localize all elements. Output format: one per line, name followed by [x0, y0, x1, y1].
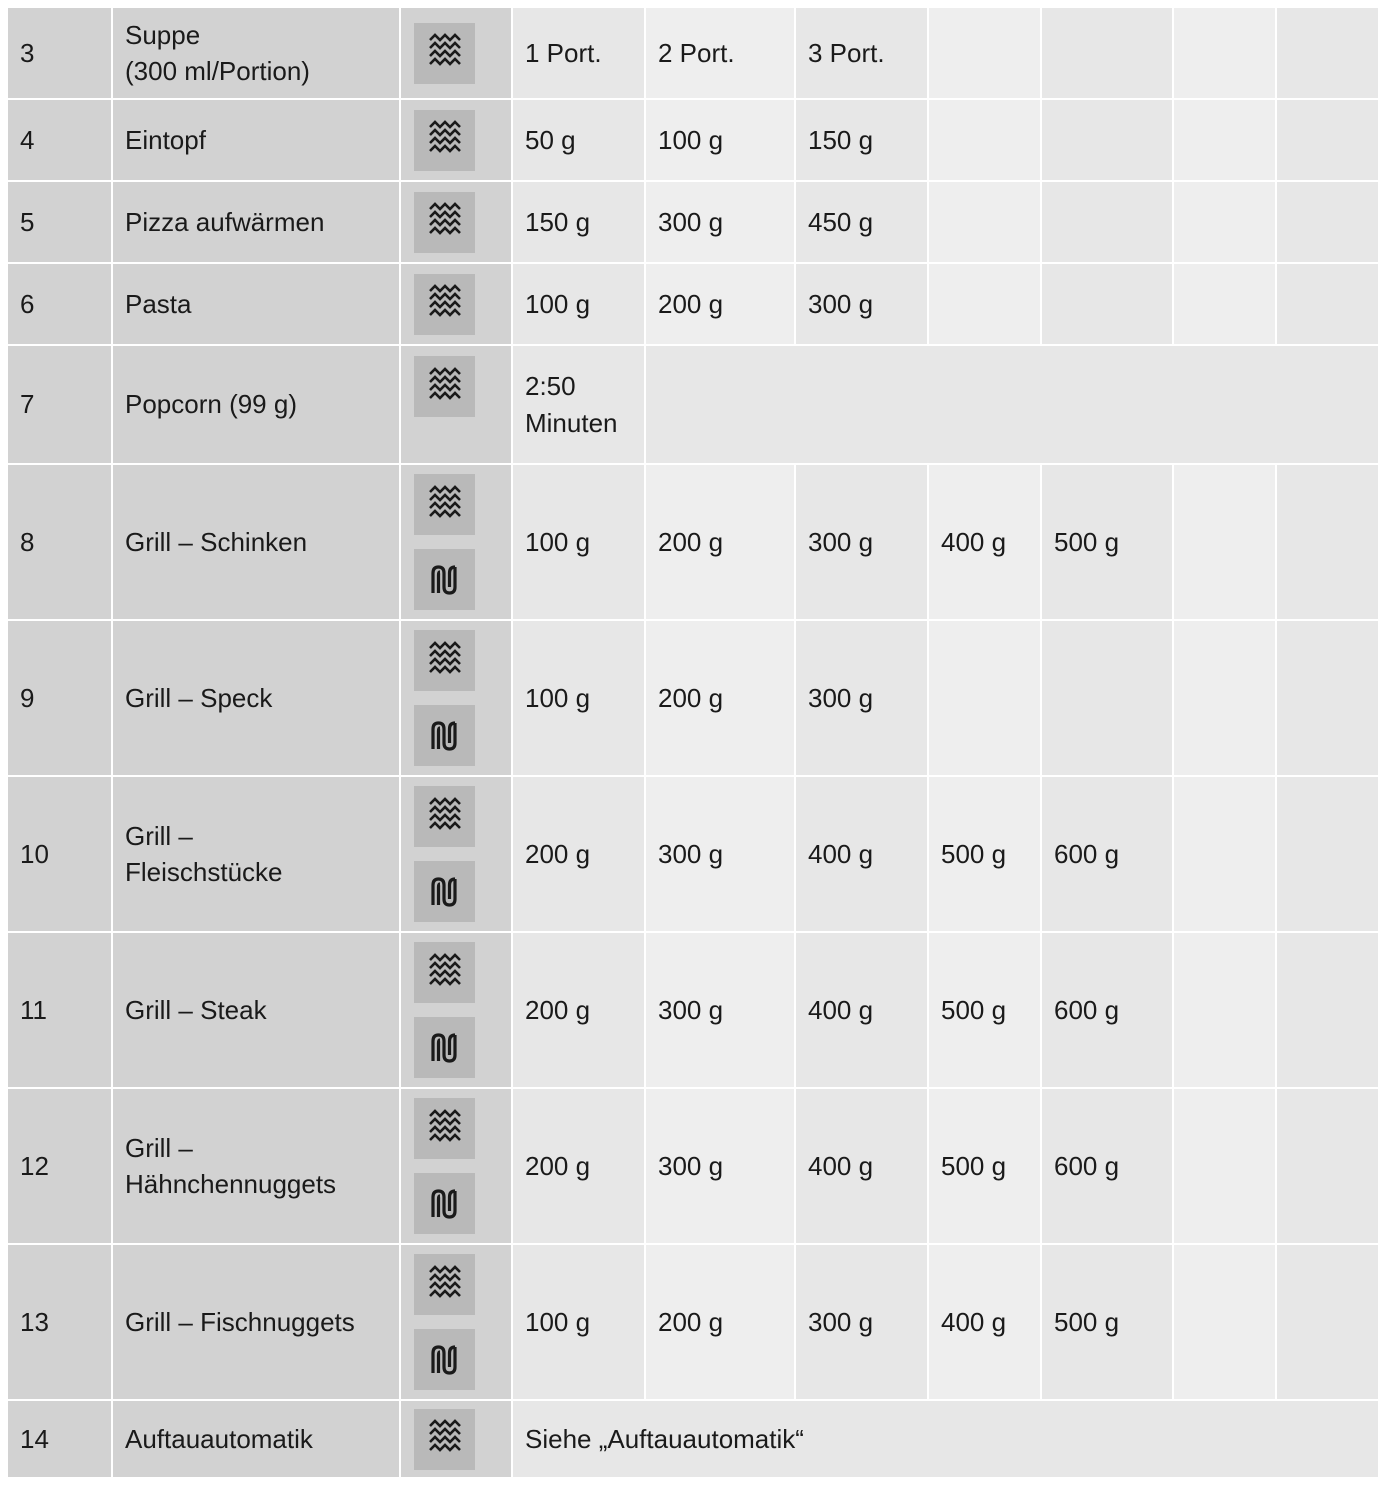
quantity-cell — [1042, 621, 1172, 775]
quantity-cell: 300 g — [646, 933, 794, 1087]
microwave-waves-icon — [414, 474, 475, 535]
table-row — [8, 1245, 1378, 1399]
table-row — [8, 933, 1378, 1087]
table-row — [8, 100, 1378, 180]
quantity-cell: 500 g — [929, 1089, 1040, 1243]
quantity-cell — [1277, 933, 1378, 1087]
microwave-waves-icon — [414, 274, 475, 335]
microwave-waves-icon — [414, 356, 475, 417]
table-row — [8, 465, 1378, 619]
program-name-line: Pasta — [125, 288, 192, 319]
quantity-cell: 100 g — [513, 465, 644, 619]
quantity-cell: 600 g — [1042, 933, 1172, 1087]
quantity-cell — [1174, 100, 1275, 180]
quantity-cell: 500 g — [1042, 1245, 1172, 1399]
quantity-cell: 400 g — [796, 777, 927, 931]
quantity-cell: 200 g — [646, 264, 794, 344]
program-name — [113, 346, 399, 463]
quantity-cell: 400 g — [796, 933, 927, 1087]
quantity-cell: 100 g — [513, 1245, 644, 1399]
quantity-cell — [1174, 182, 1275, 262]
quantity-cell: 200 g — [646, 465, 794, 619]
program-name — [113, 933, 399, 1087]
time-line: 2:50 — [525, 370, 576, 401]
quantity-cell: 2 Port. — [646, 8, 794, 98]
quantity-cell: 100 g — [513, 264, 644, 344]
program-name — [113, 1401, 399, 1477]
table-row — [8, 1401, 1378, 1477]
quantity-cell — [1042, 182, 1172, 262]
cooking-mode — [401, 8, 511, 98]
quantity-cell: 500 g — [1042, 465, 1172, 619]
quantity-cell: 600 g — [1042, 777, 1172, 931]
cooking-mode — [401, 933, 511, 1087]
quantity-cell: 100 g — [513, 621, 644, 775]
quantity-cell: 500 g — [929, 933, 1040, 1087]
program-name-line: Grill – — [125, 1133, 193, 1163]
quantity-cell — [1277, 182, 1378, 262]
cooking-mode — [401, 1401, 511, 1477]
microwave-waves-icon — [414, 1098, 475, 1159]
quantity-cell — [929, 100, 1040, 180]
program-name-line: Popcorn (99 g) — [125, 389, 297, 419]
quantity-cell: 300 g — [796, 621, 927, 775]
mode-icons — [414, 1254, 511, 1390]
program-name-line: Hähnchennuggets — [125, 1169, 337, 1199]
mode-icons — [414, 474, 511, 610]
quantity-cell: 300 g — [646, 1089, 794, 1243]
note-cell: Siehe „Auftauautomatik“ — [513, 1401, 1378, 1477]
quantity-cell — [1277, 1245, 1378, 1399]
table-row — [8, 346, 1378, 463]
program-name — [113, 100, 399, 180]
program-name-line: Fleischstücke — [125, 857, 283, 887]
program-name — [113, 1089, 399, 1243]
quantity-cell — [1277, 621, 1378, 775]
cooking-mode — [401, 621, 511, 775]
program-name-line: Grill – — [125, 821, 193, 851]
quantity-cell: 500 g — [929, 777, 1040, 931]
grill-heater-icon — [414, 549, 475, 610]
table-row — [8, 182, 1378, 262]
quantity-cell — [1042, 264, 1172, 344]
program-number: 13 — [8, 1245, 111, 1399]
program-name-line: Grill – Fischnuggets — [125, 1306, 355, 1337]
mode-icons — [414, 1409, 511, 1470]
program-number: 4 — [8, 100, 111, 180]
quantity-cell — [1174, 1089, 1275, 1243]
table-row — [8, 8, 1378, 98]
program-number: 5 — [8, 182, 111, 262]
quantity-cell — [1174, 465, 1275, 619]
quantity-cell — [1042, 8, 1172, 98]
mode-icons — [414, 942, 511, 1078]
program-name — [113, 777, 399, 931]
quantity-cell: 200 g — [513, 777, 644, 931]
microwave-waves-icon — [414, 630, 475, 691]
cooking-mode — [401, 182, 511, 262]
program-number: 12 — [8, 1089, 111, 1243]
quantity-cell — [1277, 100, 1378, 180]
quantity-cell: 300 g — [646, 777, 794, 931]
quantity-cell: 300 g — [646, 182, 794, 262]
quantity-cell: 200 g — [646, 621, 794, 775]
quantity-cell — [929, 8, 1040, 98]
mode-icons — [414, 23, 511, 84]
quantity-cell: 400 g — [929, 1245, 1040, 1399]
program-number: 8 — [8, 465, 111, 619]
microwave-waves-icon — [414, 942, 475, 1003]
quantity-cell — [1277, 264, 1378, 344]
program-table — [6, 6, 1380, 1479]
program-name — [113, 8, 399, 98]
mode-icons — [414, 786, 511, 922]
table-row — [8, 264, 1378, 344]
quantity-cell: 300 g — [796, 1245, 927, 1399]
quantity-cell: 150 g — [796, 100, 927, 180]
program-number: 6 — [8, 264, 111, 344]
program-number: 10 — [8, 777, 111, 931]
program-name-line: Eintopf — [125, 124, 206, 155]
program-number: 3 — [8, 8, 111, 98]
quantity-cell: 450 g — [796, 182, 927, 262]
quantity-cell: 150 g — [513, 182, 644, 262]
quantity-cell — [1174, 1245, 1275, 1399]
quantity-cell — [1174, 8, 1275, 98]
quantity-cell: 1 Port. — [513, 8, 644, 98]
table-row — [8, 621, 1378, 775]
program-number: 14 — [8, 1401, 111, 1477]
quantity-cell — [1174, 777, 1275, 931]
program-name-line: Grill – Speck — [125, 682, 273, 713]
grill-heater-icon — [414, 705, 475, 766]
quantity-cell: 200 g — [646, 1245, 794, 1399]
time-cell — [513, 346, 644, 463]
grill-heater-icon — [414, 861, 475, 922]
program-number: 7 — [8, 346, 111, 463]
quantity-cell: 300 g — [796, 264, 927, 344]
quantity-cell — [1277, 8, 1378, 98]
program-name-line: Grill – Steak — [125, 994, 267, 1025]
program-name — [113, 264, 399, 344]
quantity-cell: 300 g — [796, 465, 927, 619]
quantity-cell — [1174, 264, 1275, 344]
program-table-body — [8, 8, 1378, 1477]
program-name — [113, 465, 399, 619]
grill-heater-icon — [414, 1329, 475, 1390]
time-line: Minuten — [525, 407, 618, 438]
program-name — [113, 1245, 399, 1399]
quantity-cell — [1174, 621, 1275, 775]
mode-icons — [414, 356, 511, 417]
program-name-line: Suppe — [125, 20, 201, 50]
program-name-line: Pizza aufwärmen — [125, 206, 325, 237]
program-name-line: Grill – Schinken — [125, 526, 308, 557]
quantity-cell — [929, 182, 1040, 262]
program-number: 11 — [8, 933, 111, 1087]
grill-heater-icon — [414, 1173, 475, 1234]
quantity-cell: 3 Port. — [796, 8, 927, 98]
table-row — [8, 777, 1378, 931]
grill-heater-icon — [414, 1017, 475, 1078]
program-name-line: Auftauautomatik — [125, 1423, 313, 1454]
empty-span-cell — [646, 346, 1378, 463]
mode-icons — [414, 274, 511, 335]
quantity-cell — [1277, 465, 1378, 619]
microwave-waves-icon — [414, 1254, 475, 1315]
quantity-cell: 50 g — [513, 100, 644, 180]
quantity-cell: 600 g — [1042, 1089, 1172, 1243]
program-number: 9 — [8, 621, 111, 775]
cooking-mode — [401, 1089, 511, 1243]
quantity-cell: 100 g — [646, 100, 794, 180]
microwave-waves-icon — [414, 786, 475, 847]
mode-icons — [414, 630, 511, 766]
cooking-mode — [401, 1245, 511, 1399]
cooking-mode — [401, 777, 511, 931]
quantity-cell — [1277, 1089, 1378, 1243]
quantity-cell: 200 g — [513, 933, 644, 1087]
program-name-line: (300 ml/Portion) — [125, 56, 310, 86]
microwave-waves-icon — [414, 23, 475, 84]
mode-icons — [414, 110, 511, 171]
cooking-mode — [401, 264, 511, 344]
microwave-waves-icon — [414, 110, 475, 171]
program-name — [113, 182, 399, 262]
cooking-mode — [401, 465, 511, 619]
quantity-cell: 400 g — [929, 465, 1040, 619]
program-name — [113, 621, 399, 775]
mode-icons — [414, 192, 511, 253]
quantity-cell: 200 g — [513, 1089, 644, 1243]
microwave-waves-icon — [414, 1409, 475, 1470]
quantity-cell — [1174, 933, 1275, 1087]
quantity-cell — [929, 621, 1040, 775]
cooking-mode — [401, 346, 511, 463]
quantity-cell: 400 g — [796, 1089, 927, 1243]
mode-icons — [414, 1098, 511, 1234]
quantity-cell — [1042, 100, 1172, 180]
quantity-cell — [929, 264, 1040, 344]
quantity-cell — [1277, 777, 1378, 931]
microwave-waves-icon — [414, 192, 475, 253]
table-row — [8, 1089, 1378, 1243]
cooking-mode — [401, 100, 511, 180]
